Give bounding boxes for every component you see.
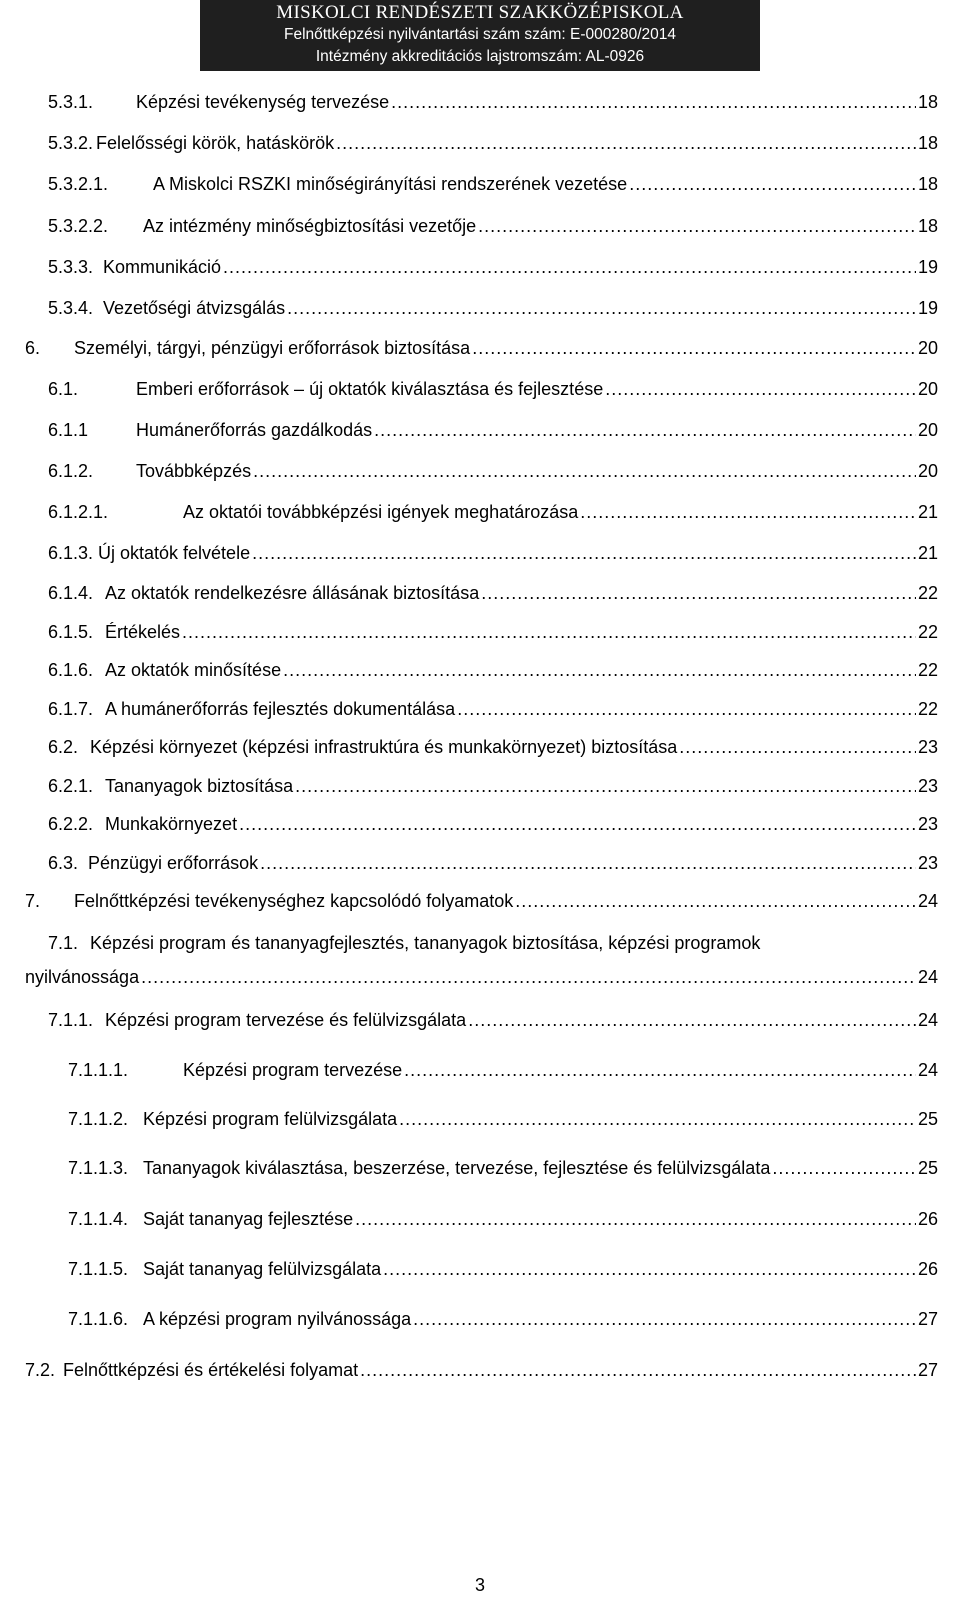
toc-entry-page: 24	[917, 967, 938, 987]
toc-entry-page: 24	[917, 1060, 938, 1080]
toc-entry-page: 18	[917, 174, 938, 194]
toc-leader-dots	[629, 174, 916, 195]
toc-entry-number: 6.2.	[48, 737, 79, 757]
toc-entry[interactable]	[48, 502, 938, 528]
toc-entry[interactable]	[68, 1060, 938, 1086]
toc-leader-dots	[478, 216, 916, 237]
toc-entry-number: 6.3.	[48, 853, 79, 873]
toc-entry-page: 22	[917, 699, 938, 719]
toc-leader-dots	[252, 543, 916, 564]
toc-entry-number: 6.1.1	[48, 420, 89, 440]
toc-entry-title: Továbbképzés	[136, 461, 252, 481]
toc-leader-dots	[404, 1060, 916, 1081]
toc-entry-title: A humánerőforrás fejlesztés dokumentálása	[105, 699, 456, 719]
toc-entry-title: Az oktatók rendelkezésre állásának biztosítása	[105, 583, 480, 603]
toc-entry-number: 6.1.2.1.	[48, 502, 109, 522]
toc-entry-page: 26	[917, 1259, 938, 1279]
toc-entry[interactable]	[48, 814, 938, 840]
toc-entry-page: 18	[917, 216, 938, 236]
toc-leader-dots	[336, 133, 916, 154]
toc-entry[interactable]	[48, 660, 938, 686]
toc-entry[interactable]	[48, 583, 938, 609]
toc-entry-number: 7.	[25, 891, 41, 911]
toc-entry-number: 6.1.5.	[48, 622, 94, 642]
toc-entry-title: A képzési program nyilvánossága	[143, 1309, 412, 1329]
toc-entry-title: Humánerőforrás gazdálkodás	[136, 420, 373, 440]
toc-entry-number: 7.1.1.1.	[68, 1060, 129, 1080]
toc-entry[interactable]	[48, 1010, 938, 1036]
toc-entry-page: 21	[917, 502, 938, 522]
toc-entry-title: Felnőttképzési és értékelési folyamat	[63, 1360, 359, 1380]
toc-leader-dots	[383, 1259, 916, 1280]
toc-entry[interactable]	[48, 543, 938, 569]
toc-entry-number: 7.1.1.	[48, 1010, 94, 1030]
toc-entry[interactable]	[25, 1360, 938, 1386]
toc-entry-number: 6.1.7.	[48, 699, 94, 719]
toc-entry-title: Értékelés	[105, 622, 181, 642]
toc-entry-title: Tananyagok kiválasztása, beszerzése, tervezése, fejlesztése és felülvizsgálata	[143, 1158, 771, 1178]
toc-entry-page: 20	[917, 461, 938, 481]
toc-entry-number: 7.2.	[25, 1360, 56, 1380]
toc-entry-title: Kommunikáció	[103, 257, 222, 277]
toc-entry[interactable]	[48, 776, 938, 802]
page-number: 3	[474, 1575, 485, 1595]
toc-entry-title: Az oktatói továbbképzési igények meghatározása	[183, 502, 579, 522]
toc-leader-dots	[515, 891, 916, 912]
toc-entry[interactable]	[25, 338, 938, 364]
toc-leader-dots	[260, 853, 916, 874]
toc-entry[interactable]	[68, 1309, 938, 1335]
toc-entry-number: 6.1.6.	[48, 660, 94, 680]
toc-leader-dots	[391, 92, 916, 113]
toc-entry-number: 5.3.3.	[48, 257, 94, 277]
toc-entry-title: Képzési tevékenység tervezése	[136, 92, 390, 112]
toc-entry[interactable]	[68, 1209, 938, 1235]
toc-entry-title: Képzési program tervezése	[183, 1060, 403, 1080]
toc-entry[interactable]	[48, 92, 938, 118]
toc-leader-dots	[679, 737, 916, 758]
toc-entry-title: A Miskolci RSZKI minőségirányítási rendszerének vezetése	[153, 174, 628, 194]
toc-leader-dots	[223, 257, 916, 278]
toc-entry-page: 19	[917, 298, 938, 318]
toc-entry-title: Az oktatók minősítése	[105, 660, 282, 680]
toc-entry-page: 24	[917, 1010, 938, 1030]
toc-entry-number: 7.1.1.2.	[68, 1109, 129, 1129]
toc-entry-page: 22	[917, 583, 938, 603]
toc-entry-title-continued: nyilvánossága	[25, 967, 140, 987]
toc-leader-dots	[283, 660, 916, 681]
toc-entry-number: 5.3.2.2.	[48, 216, 109, 236]
toc-entry-line1[interactable]	[48, 933, 760, 954]
toc-entry[interactable]	[68, 1259, 938, 1285]
toc-leader-dots	[360, 1360, 916, 1381]
toc-entry-page: 26	[917, 1209, 938, 1229]
toc-entry-page: 20	[917, 338, 938, 358]
toc-entry-number: 5.3.2.	[48, 133, 94, 153]
toc-entry-page: 20	[917, 379, 938, 399]
toc-entry-page: 22	[917, 622, 938, 642]
toc-entry-number: 7.1.1.3.	[68, 1158, 129, 1178]
toc-entry-title: Képzési program és tananyagfejlesztés, tananyagok biztosítása, képzési programok	[90, 933, 761, 953]
toc-entry-page: 19	[917, 257, 938, 277]
toc-entry-number: 7.1.1.5.	[68, 1259, 129, 1279]
toc-entry-title: Képzési program tervezése és felülvizsgálata	[105, 1010, 467, 1030]
toc-entry-number: 7.1.	[48, 933, 79, 953]
toc-entry-number: 5.3.4.	[48, 298, 94, 318]
toc-entry[interactable]	[48, 737, 938, 763]
toc-entry-number: 6.1.4.	[48, 583, 94, 603]
toc-entry-title: Saját tananyag fejlesztése	[143, 1209, 354, 1229]
toc-leader-dots	[399, 1109, 916, 1130]
accreditation-number: Intézmény akkreditációs lajstromszám: AL-0926	[315, 48, 645, 65]
toc-entry-page: 23	[917, 776, 938, 796]
toc-leader-dots	[468, 1010, 916, 1031]
toc-leader-dots	[413, 1309, 916, 1330]
toc-entry-page: 22	[917, 660, 938, 680]
toc-entry[interactable]	[48, 622, 938, 648]
toc-entry-page: 25	[917, 1158, 938, 1178]
toc-entry-page: 21	[917, 543, 938, 563]
toc-leader-dots	[287, 298, 916, 319]
toc-entry-title: Felnőttképzési tevékenységhez kapcsolódó folyamatok	[74, 891, 514, 911]
toc-entry-page: 23	[917, 737, 938, 757]
toc-entry-page: 23	[917, 814, 938, 834]
toc-entry-title: Képzési program felülvizsgálata	[143, 1109, 398, 1129]
toc-entry-page: 27	[917, 1360, 938, 1380]
toc-leader-dots	[355, 1209, 916, 1230]
toc-leader-dots	[580, 502, 916, 523]
toc-entry[interactable]	[48, 133, 938, 159]
toc-entry-number: 6.2.1.	[48, 776, 94, 796]
toc-entry-page: 23	[917, 853, 938, 873]
toc-leader-dots	[182, 622, 916, 643]
toc-entry-number: 6.1.3.	[48, 543, 94, 563]
toc-leader-dots	[605, 379, 916, 400]
toc-entry-page: 24	[917, 891, 938, 911]
toc-entry-title: Vezetőségi átvizsgálás	[103, 298, 286, 318]
toc-leader-dots	[772, 1158, 916, 1179]
toc-entry-page: 27	[917, 1309, 938, 1329]
toc-entry-number: 5.3.2.1.	[48, 174, 109, 194]
toc-entry[interactable]	[48, 216, 938, 242]
toc-entry-title: Tananyagok biztosítása	[105, 776, 294, 796]
toc-entry-number: 7.1.1.6.	[68, 1309, 129, 1329]
toc-entry-number: 6.	[25, 338, 41, 358]
toc-entry-title: Személyi, tárgyi, pénzügyi erőforrások biztosítása	[74, 338, 471, 358]
school-name: MISKOLCI RENDÉSZETI SZAKKÖZÉPISKOLA	[276, 2, 684, 23]
toc-entry-title: Felelősségi körök, hatáskörök	[96, 133, 335, 153]
toc-entry[interactable]	[25, 891, 938, 917]
toc-leader-dots	[253, 461, 916, 482]
toc-entry-page: 18	[917, 133, 938, 153]
toc-entry-title: Az intézmény minőségbiztosítási vezetője	[143, 216, 477, 236]
toc-leader-dots	[239, 814, 916, 835]
toc-leader-dots	[374, 420, 916, 441]
toc-entry[interactable]	[48, 420, 938, 446]
toc-entry[interactable]	[68, 1158, 938, 1184]
toc-entry[interactable]	[48, 257, 938, 283]
toc-entry-title: Emberi erőforrások – új oktatók kiválasztása és fejlesztése	[136, 379, 604, 399]
document-header	[200, 0, 760, 71]
toc-entry-number: 7.1.1.4.	[68, 1209, 129, 1229]
toc-entry-page: 18	[917, 92, 938, 112]
toc-leader-dots	[295, 776, 916, 797]
toc-leader-dots	[457, 699, 916, 720]
toc-entry-number: 6.1.2.	[48, 461, 94, 481]
toc-leader-dots	[481, 583, 916, 604]
toc-entry-title: Képzési környezet (képzési infrastruktúra és munkakörnyezet) biztosítása	[90, 737, 678, 757]
toc-entry[interactable]	[48, 461, 938, 487]
toc-entry-number: 5.3.1.	[48, 92, 94, 112]
toc-entry[interactable]	[48, 298, 938, 324]
toc-entry[interactable]	[68, 1109, 938, 1135]
toc-entry-title: Munkakörnyezet	[105, 814, 238, 834]
toc-entry[interactable]	[48, 699, 938, 725]
toc-entry-number: 6.1.	[48, 379, 79, 399]
toc-entry[interactable]	[48, 174, 938, 200]
toc-entry[interactable]	[48, 853, 938, 879]
toc-entry[interactable]	[25, 967, 938, 993]
toc-entry-title: Új oktatók felvétele	[98, 543, 251, 563]
toc-leader-dots	[141, 967, 916, 988]
toc-entry-number: 6.2.2.	[48, 814, 94, 834]
toc-entry-title: Saját tananyag felülvizsgálata	[143, 1259, 382, 1279]
toc-entry-page: 20	[917, 420, 938, 440]
toc-entry[interactable]	[48, 379, 938, 405]
toc-entry-page: 25	[917, 1109, 938, 1129]
toc-leader-dots	[472, 338, 916, 359]
toc-entry-title: Pénzügyi erőforrások	[88, 853, 259, 873]
registration-number: Felnőttképzési nyilvántartási szám szám: E-000280/2014	[283, 26, 676, 43]
